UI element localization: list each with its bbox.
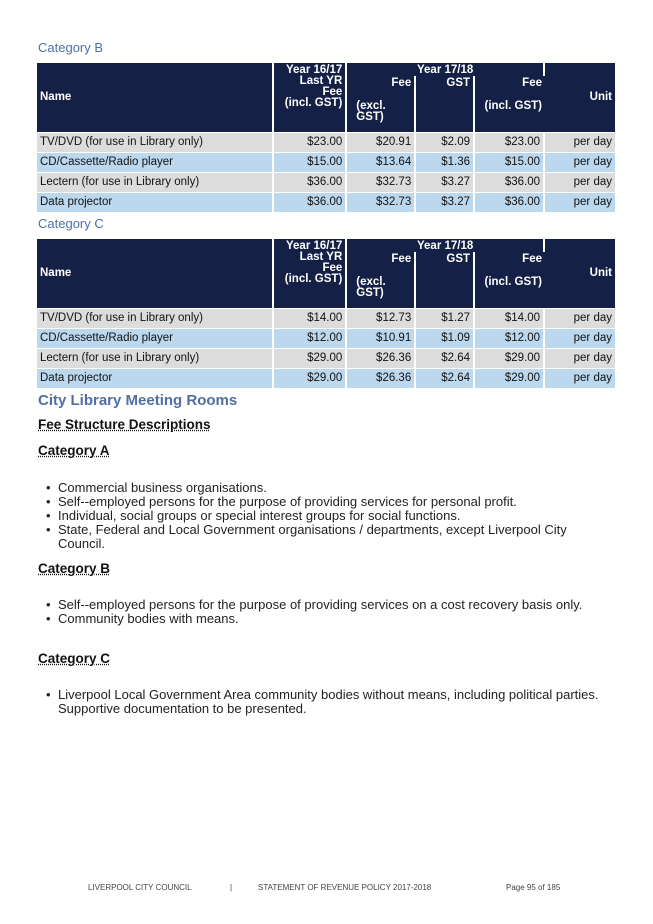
item-name: Data projector xyxy=(37,368,274,388)
col-header-fee-incl xyxy=(475,76,545,132)
list-item: • Liverpool Local Government Area community bodies without means, including political parties. Supportive documentation to be presented. xyxy=(46,688,606,716)
fee-incl-gst: $29.00 xyxy=(475,348,545,368)
fee-incl-gst: $36.00 xyxy=(475,192,545,212)
unit: per day xyxy=(545,348,615,368)
footer-page-number: Page 95 of 185 xyxy=(506,883,561,892)
fee-excl-gst: $13.64 xyxy=(347,152,416,172)
category-c-title: Category C xyxy=(38,651,111,666)
list-item: • Commercial business organisations. xyxy=(46,481,606,495)
fee-excl-gst: $26.36 xyxy=(347,368,416,388)
col-header-year-17-18: Year 17/18 xyxy=(347,239,545,252)
list-item: • Community bodies with means. xyxy=(46,612,606,626)
item-name: TV/DVD (for use in Library only) xyxy=(37,132,274,152)
item-name: TV/DVD (for use in Library only) xyxy=(37,308,274,328)
category-a-title: Category A xyxy=(38,443,110,458)
table-row xyxy=(37,328,615,348)
category-b-heading: Category B xyxy=(38,40,104,55)
list-item: • Individual, social groups or special interest groups for social functions. xyxy=(46,509,606,523)
fee-excl-gst: $20.91 xyxy=(347,132,416,152)
fee-structure-heading: Fee Structure Descriptions xyxy=(38,417,211,432)
item-name: Lectern (for use in Library only) xyxy=(37,172,274,192)
last-year-fee: $15.00 xyxy=(274,152,347,172)
col-header-unit: Unit xyxy=(545,239,615,308)
col-header-name: Name xyxy=(37,239,274,308)
unit: per day xyxy=(545,132,615,152)
category-a-list xyxy=(46,481,606,551)
fee-incl-gst: $36.00 xyxy=(475,172,545,192)
gst-amount: $2.64 xyxy=(416,348,475,368)
fee-incl-gst: $14.00 xyxy=(475,308,545,328)
fee-excl-gst: $26.36 xyxy=(347,348,416,368)
col-header-fee-excl xyxy=(347,252,416,308)
category-b-fee-table xyxy=(37,63,615,212)
category-c-heading: Category C xyxy=(38,216,104,231)
table-row xyxy=(37,192,615,212)
last-year-fee: $23.00 xyxy=(274,132,347,152)
category-b-title: Category B xyxy=(38,561,111,576)
fee-incl-gst: $12.00 xyxy=(475,328,545,348)
incl-gst-label: (incl. GST) xyxy=(484,276,542,288)
excl-gst-label: (excl. GST) xyxy=(356,100,386,123)
fee-label: Fee xyxy=(391,77,412,89)
fee-incl-gst: $23.00 xyxy=(475,132,545,152)
fee-excl-gst: $10.91 xyxy=(347,328,416,348)
last-year-fee: $36.00 xyxy=(274,192,347,212)
col-header-unit: Unit xyxy=(545,63,615,132)
col-header-last-year: Year 16/17 Last YR Fee (incl. GST) xyxy=(274,239,347,308)
item-name: CD/Cassette/Radio player xyxy=(37,328,274,348)
fee-incl-gst: $29.00 xyxy=(475,368,545,388)
list-item: • Self--employed persons for the purpose of providing services on a cost recovery basis only. xyxy=(46,598,606,612)
incl-fee-label: Fee xyxy=(522,77,542,89)
fee-excl-gst: $32.73 xyxy=(347,192,416,212)
fee-label: Fee xyxy=(391,253,412,265)
gst-amount: $3.27 xyxy=(416,192,475,212)
table-row xyxy=(37,308,615,328)
item-name: Lectern (for use in Library only) xyxy=(37,348,274,368)
incl-fee-label: Fee xyxy=(522,253,542,265)
col-header-last-year: Year 16/17 Last YR Fee (incl. GST) xyxy=(274,63,347,132)
gst-amount: $1.27 xyxy=(416,308,475,328)
col-header-year-17-18: Year 17/18 xyxy=(347,63,545,76)
last-year-fee: $14.00 xyxy=(274,308,347,328)
unit: per day xyxy=(545,192,615,212)
col-header-gst: GST xyxy=(416,252,475,308)
gst-amount: $3.27 xyxy=(416,172,475,192)
unit: per day xyxy=(545,152,615,172)
last-year-fee: $29.00 xyxy=(274,348,347,368)
gst-amount: $1.09 xyxy=(416,328,475,348)
category-c-fee-table xyxy=(37,239,615,388)
footer-org: LIVERPOOL CITY COUNCIL xyxy=(88,883,192,892)
footer-separator: | xyxy=(230,883,233,892)
last-year-fee: $12.00 xyxy=(274,328,347,348)
col-header-name: Name xyxy=(37,63,274,132)
table-row xyxy=(37,368,615,388)
category-c-list xyxy=(46,688,606,716)
gst-amount: $1.36 xyxy=(416,152,475,172)
incl-gst-label: (incl. GST) xyxy=(484,100,542,112)
list-item: • Self--employed persons for the purpose of providing services for personal profit. xyxy=(46,495,606,509)
fee-incl-gst: $15.00 xyxy=(475,152,545,172)
gst-amount: $2.64 xyxy=(416,368,475,388)
col-header-fee-excl xyxy=(347,76,416,132)
last-year-fee: $29.00 xyxy=(274,368,347,388)
item-name: CD/Cassette/Radio player xyxy=(37,152,274,172)
col-header-gst: GST xyxy=(416,76,475,132)
unit: per day xyxy=(545,368,615,388)
item-name: Data projector xyxy=(37,192,274,212)
unit: per day xyxy=(545,172,615,192)
last-year-fee: $36.00 xyxy=(274,172,347,192)
excl-gst-label: (excl. GST) xyxy=(356,276,386,299)
unit: per day xyxy=(545,328,615,348)
table-row xyxy=(37,348,615,368)
gst-amount: $2.09 xyxy=(416,132,475,152)
col-header-fee-incl xyxy=(475,252,545,308)
footer-document-title: STATEMENT OF REVENUE POLICY 2017-2018 xyxy=(258,883,432,892)
category-b-list xyxy=(46,598,606,626)
unit: per day xyxy=(545,308,615,328)
section-title: City Library Meeting Rooms xyxy=(38,392,238,409)
table-row xyxy=(37,152,615,172)
list-item: • State, Federal and Local Government organisations / departments, except Liverpool City Council. xyxy=(46,523,606,551)
table-row xyxy=(37,132,615,152)
fee-excl-gst: $12.73 xyxy=(347,308,416,328)
fee-excl-gst: $32.73 xyxy=(347,172,416,192)
table-row xyxy=(37,172,615,192)
